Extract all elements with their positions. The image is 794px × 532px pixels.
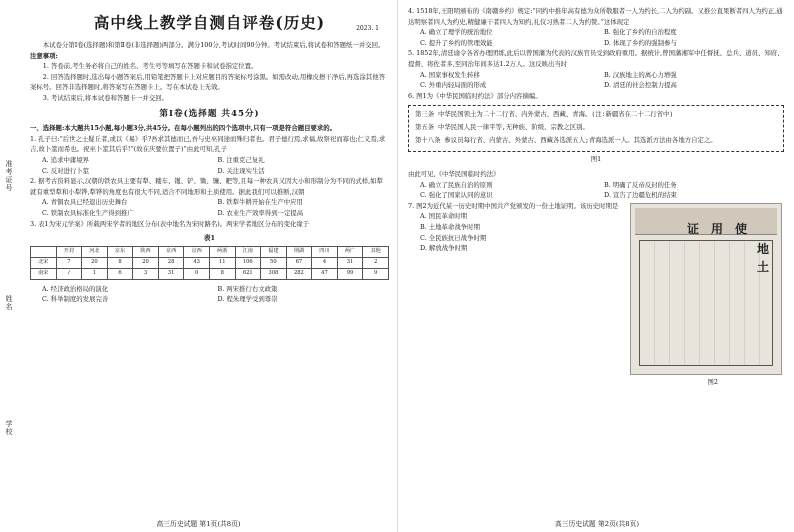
table-cell: 20 <box>133 257 159 268</box>
table-cell: 282 <box>286 268 312 279</box>
notice-title: 注意事项: <box>30 51 58 60</box>
option[interactable]: D. 解放战争时期 <box>420 244 468 253</box>
excerpt-line: 第五条 中华民国人民一律平等,无种族、阶级、宗教之区别。 <box>415 123 589 132</box>
excerpt-line: 第三条 中华民国领土为二十二行省、内外蒙古、西藏、青海。(注:新疆省在二十二行省中) <box>415 110 674 119</box>
table-cell: 6 <box>107 268 133 279</box>
exam-title: 高中线上教学自测自评卷(历史) <box>93 13 326 32</box>
figure-1-excerpt <box>408 105 784 152</box>
question-6-followup: 由此可见,《中华民国临时约法》 <box>408 169 500 178</box>
figure-2-label: 图2 <box>707 377 718 386</box>
option[interactable]: C. 铁制农具标准化生产得到推广 <box>42 208 134 217</box>
table-row <box>31 257 389 268</box>
question-6-stem: 6. 图1为《中华民国临时约法》部分内容摘编。 <box>408 91 542 100</box>
option[interactable]: A. 经济政治格局的演化 <box>42 284 109 293</box>
table-header-cell: 京东 <box>107 246 133 257</box>
option[interactable]: A. 国民革命时期 <box>420 212 468 221</box>
table-cell: 47 <box>312 268 338 279</box>
certificate-char: 用 <box>710 221 723 236</box>
table-cell: 9 <box>363 268 389 279</box>
question-1-options <box>30 155 389 176</box>
table-cell: 8 <box>107 257 133 268</box>
table-header-cell: 荆湖 <box>286 246 312 257</box>
table-cell: 2 <box>363 257 389 268</box>
question-6-options <box>408 180 784 201</box>
table-cell: 31 <box>337 257 363 268</box>
table-header-row <box>31 246 389 257</box>
option[interactable]: A. 确立了理学的统治地位 <box>420 28 493 37</box>
option[interactable]: C. 全民族抗日战争时期 <box>420 233 487 242</box>
section-title: 第Ⅰ卷(选择题 共45分) <box>159 108 260 119</box>
table-cell: 7 <box>56 257 82 268</box>
question-7 <box>408 201 784 386</box>
question-3-options <box>30 284 389 305</box>
option[interactable]: C. 提升了乡约的管理效能 <box>420 38 493 47</box>
table-cell: 4 <box>312 257 338 268</box>
option[interactable]: B. 强化了乡约的自治程度 <box>604 28 677 37</box>
question-4-options <box>408 27 784 48</box>
right-page <box>400 0 794 532</box>
right-page-footer: 高三历史试题 第2页(共8页) <box>554 520 640 528</box>
option[interactable]: C. 强化了国家认同的意识 <box>420 191 493 200</box>
table-cell: 99 <box>337 268 363 279</box>
table-cell: / <box>56 268 82 279</box>
table-cell: 67 <box>286 257 312 268</box>
table-header-cell: 河北 <box>82 246 108 257</box>
option[interactable]: B. 注重克己复礼 <box>217 155 265 164</box>
table-cell: 106 <box>235 257 261 268</box>
question-1-stem: 1. 孔子曰:“后世之士疑丘者,或以《易》乎?吾求其德而已,吾与史巫同途而殊归者也。君子德行焉,求福,故祭祀而寡也;仁义焉,求吉,故卜筮而希也。祝巫卜筮其后乎!”(故在庆要位置子)”由此可知,孔子 <box>30 134 386 154</box>
table-header-cell: 陕西 <box>133 246 159 257</box>
option[interactable]: A. 确立了民族自治的原则 <box>420 180 493 189</box>
certificate-char: 使 <box>734 221 747 236</box>
option[interactable]: B. 土地革命战争时期 <box>420 222 480 231</box>
land-certificate-image <box>630 203 782 375</box>
excerpt-line: 第十八条 参议员每行省、内蒙古、外蒙古、西藏各选派五人;青海选派一人。其选派方法由各地方自定之。 <box>415 136 717 145</box>
option[interactable]: C. 科举制度的发展完善 <box>42 295 109 304</box>
option[interactable]: D. 清廷的社会控制力提高 <box>604 81 677 90</box>
option[interactable]: B. 铁犁牛耕开始在生产中应用 <box>217 198 303 207</box>
table-header-cell: 江南 <box>235 246 261 257</box>
table-cell: 20 <box>82 257 108 268</box>
right-content <box>408 6 784 386</box>
table-cell: 31 <box>158 268 184 279</box>
side-label-exam-id: 准考证号 <box>5 160 13 192</box>
question-5-options <box>408 70 784 91</box>
option[interactable]: B. 明确了反帝反封的任务 <box>604 180 677 189</box>
table-cell: 3 <box>133 268 159 279</box>
left-page-footer: 高三历史试题 第1页(共8页) <box>156 520 241 528</box>
notice-item: 1. 答卷前,考生务必将自己的姓名、考生号等填写在答题卡和试卷指定位置。 <box>42 62 258 71</box>
table-cell: 621 <box>235 268 261 279</box>
table-cell: 8 <box>209 268 235 279</box>
notice-item: 2. 回答选择题时,选出每小题答案后,用铅笔把答题卡上对应题目的答案标号涂黑。如需改动,用橡皮擦干净后,再选涂其他答案标号。回答非选择题时,将答案写在答题卡上。写在本试卷上无效。 <box>30 72 385 92</box>
table-row <box>31 268 389 279</box>
table-cell: 50 <box>261 257 287 268</box>
option[interactable]: D. 宣告了边疆危机的结束 <box>604 191 677 200</box>
left-content <box>30 6 389 305</box>
table-cell: 北宋 <box>31 257 57 268</box>
exam-date: 2023. 1 <box>356 25 379 32</box>
question-7-text <box>408 201 638 254</box>
binding-margin <box>0 0 26 532</box>
section-intro: 一、选择题:本大题共15小题,每小题3分,共45分。在每小题列出的四个选项中,只有一项是符合题目要求的。 <box>30 124 337 133</box>
certificate-body <box>639 240 773 366</box>
option[interactable]: B. 汉族地主的离心力增强 <box>604 70 677 79</box>
question-4-stem: 4. 1518年,王阳明颁布的《南赣乡约》规定:“同约中推年高有德为众所敬服者一人为约长,二人为约副。又推公直果断者四人为约正,通达明察者四人为约史,精健廉干者四人为知约,礼仪习熟者二人为约赞。”这体现定 <box>408 7 783 26</box>
option[interactable]: C. 外重内轻局面的形成 <box>420 81 487 90</box>
table-cell: 0 <box>184 268 210 279</box>
table-cell: 43 <box>184 257 210 268</box>
table-header-cell: 两浙 <box>209 246 235 257</box>
table-1-title: 表1 <box>203 234 216 243</box>
option[interactable]: C. 反对进行卜筮 <box>42 166 90 175</box>
option[interactable]: A. 青铜农具已经退出历史舞台 <box>42 198 128 207</box>
table-header-cell: 开封 <box>56 246 82 257</box>
option[interactable]: D. 体现了乡约的强制参与 <box>604 38 677 47</box>
table-header-cell: 福建 <box>261 246 287 257</box>
table-cell: 南宋 <box>31 268 57 279</box>
certificate-char: 地 <box>756 241 769 256</box>
certificate-char: 证 <box>686 221 699 236</box>
scholar-distribution-table <box>30 246 389 280</box>
question-3-stem: 3. 表1为宋元学案》所载两宋学者的地区分布(表中地名为宋时路名)。两宋学者地区分布的变化缘于 <box>30 219 310 228</box>
question-5-stem: 5. 1852年,清廷谕令各省办理团练,此后以曾国藩为代表的汉族官员受到政府重用。据统计,曾国藩湘军中任督抚、总兵、道员、知府、提督、将佐者多,至同治年间多达1.2万人。这反映出当时 <box>408 49 784 68</box>
question-2-options <box>30 197 389 218</box>
certificate-char: 土 <box>756 259 769 274</box>
table-header-cell: 四川 <box>312 246 338 257</box>
question-7-stem: 7. 图2为近代某一历史时期中国共产党颁发的一份土地证明。该历史时期是 <box>408 201 619 210</box>
certificate-header <box>635 208 777 235</box>
table-cell: 28 <box>158 257 184 268</box>
table-cell: 1 <box>82 268 108 279</box>
exam-intro: 本试卷分第Ⅰ卷(选择题)和第Ⅱ卷(非选择题)两部分。满分100分,考试时间90分钟。考试结束后,将试卷和答题纸一并交回。 <box>42 41 385 49</box>
option[interactable]: A. 追求中庸境界 <box>42 155 90 164</box>
table-cell: 11 <box>209 257 235 268</box>
notice-item: 3. 考试结束后,将本试卷和答题卡一并交回。 <box>42 93 168 102</box>
table-cell: 308 <box>261 268 287 279</box>
option[interactable]: D. 农业生产效率得到一定提高 <box>217 208 304 217</box>
table-header-cell: 其他 <box>363 246 389 257</box>
table-header-cell <box>31 246 57 257</box>
side-label-name: 姓名 <box>5 295 13 311</box>
table-header-cell: 京西 <box>184 246 210 257</box>
option[interactable]: D. 关注现实生活 <box>217 166 265 175</box>
page-divider <box>397 0 398 532</box>
table-header-cell: 京西 <box>158 246 184 257</box>
side-label-school: 学校 <box>5 420 13 436</box>
question-2-stem: 2. 据考古资料显示,汉朝的铁农具主要有犁、耧车、镬、铲、锄、镰、耙等,且每一种农具又因大小和形制分为不同的式样,如犁就有重型犁和小犁铧,犁铧的角度也有很大不同,适合不同地形和土质使用。据此我们可以推断,汉朝 <box>30 177 383 196</box>
figure-1-label: 图1 <box>590 155 602 164</box>
option[interactable]: A. 国家事权发生转移 <box>420 70 480 79</box>
option[interactable]: B. 两宋推行右文政策 <box>217 284 278 293</box>
table-header-cell: 两广 <box>337 246 363 257</box>
option[interactable]: D. 程朱理学受到尊崇 <box>217 295 278 304</box>
